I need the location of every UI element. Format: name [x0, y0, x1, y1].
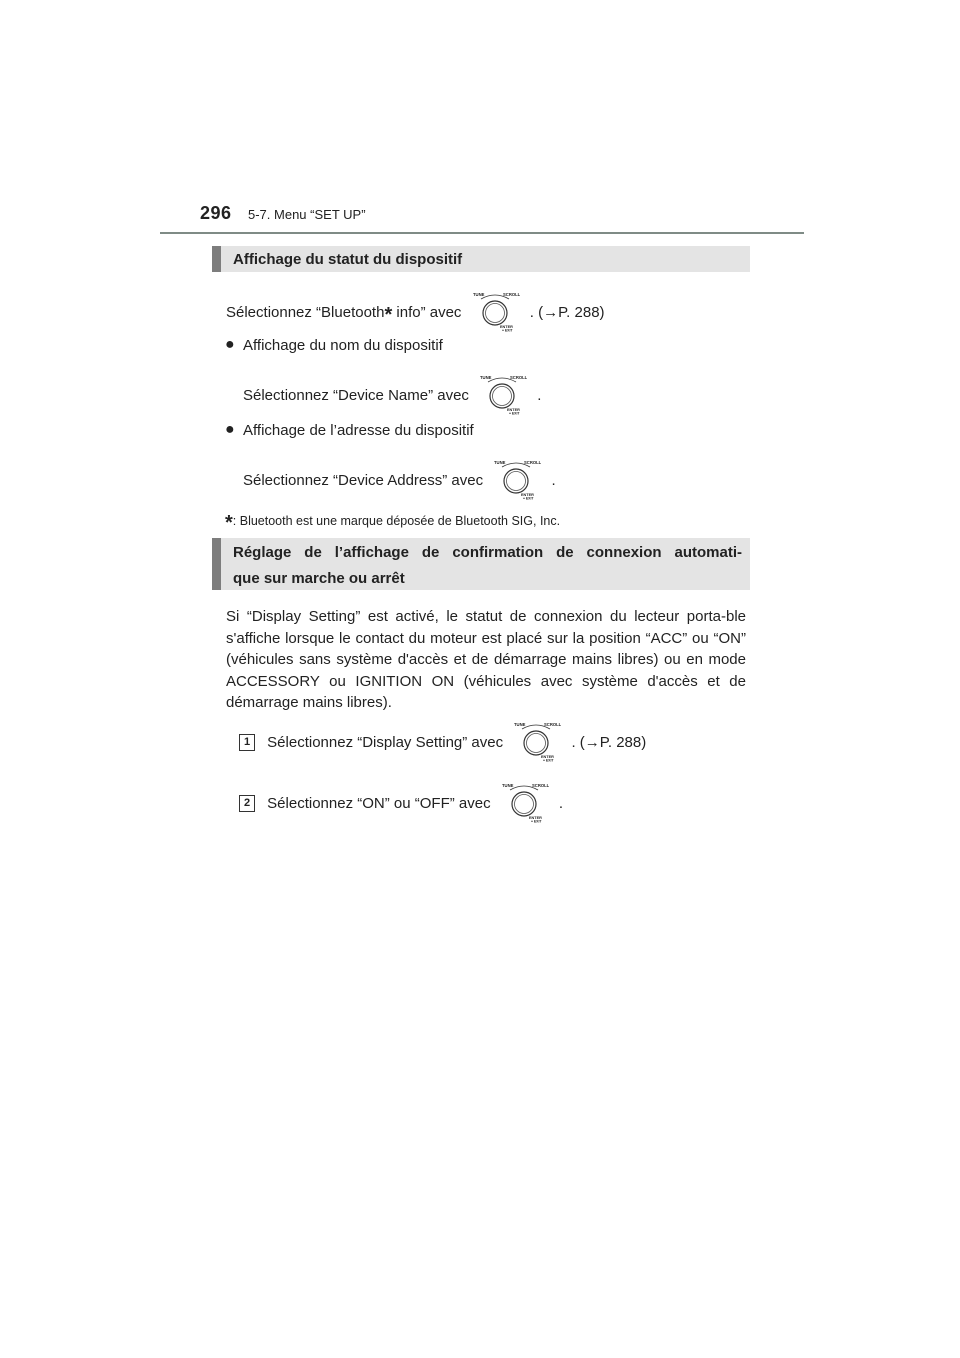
step2-end: .: [558, 795, 564, 812]
section-heading-auto-connection: [212, 538, 750, 590]
section-heading-device-status: Affichage du statut du dispositif: [212, 246, 750, 272]
knob-outer-ring: [504, 469, 528, 493]
section-heading-line1: Réglage de l’affichage de confirmation de connexion automati-: [233, 544, 742, 561]
bullet1-instruction: [243, 375, 542, 416]
intro-text: Sélectionnez “Bluetooth: [226, 304, 385, 321]
step1-text: Sélectionnez “Display Setting” avec: [267, 734, 504, 751]
knob-label-tune: TUNE: [480, 375, 492, 381]
knob-label-tune: TUNE: [472, 292, 485, 298]
knob-label-tune: TUNE: [514, 722, 526, 728]
chapter-title: 5-7. Menu “SET UP”: [248, 207, 366, 222]
knob-label-scroll: SCROLL: [502, 292, 520, 298]
knob-label-enter: ENTER: [528, 816, 542, 821]
bullet-glyph: ●: [225, 336, 235, 353]
knob-label-tune: TUNE: [494, 460, 506, 466]
footnote-star: *: [225, 512, 233, 534]
header-rule: [160, 232, 804, 234]
knob-label-exit: + EXIT: [509, 411, 520, 416]
tune-scroll-knob-icon: [499, 781, 549, 823]
intro-reference: . (→P. 288): [529, 304, 605, 321]
knob-label-enter: ENTER: [507, 408, 520, 413]
knob-label-scroll: SCROLL: [510, 375, 528, 381]
tune-scroll-knob-icon: [511, 720, 561, 762]
knob-label-tune: TUNE: [501, 783, 514, 789]
knob-outer-ring: [483, 301, 507, 325]
knob-label-exit: + EXIT: [501, 328, 513, 333]
knob-outer-ring: [490, 384, 514, 408]
knob-label-enter: ENTER: [499, 325, 513, 330]
footnote: [225, 508, 561, 534]
step2-text: Sélectionnez “ON” ou “OFF” avec: [267, 795, 491, 812]
bullet1-title: Affichage du nom du dispositif: [243, 337, 443, 354]
tune-scroll-knob-icon: [477, 373, 527, 415]
bullet1-end: .: [537, 387, 542, 404]
intro-line: [226, 292, 605, 333]
step-number-badge: 2: [239, 795, 255, 812]
footnote-star: *: [384, 304, 393, 326]
bullet2-instruction: [243, 460, 556, 501]
tune-scroll-knob-icon: [491, 458, 541, 500]
section-heading-line2: que sur marche ou arrêt: [233, 570, 405, 587]
tune-scroll-knob-icon: [470, 290, 520, 332]
step-number-badge: 1: [239, 734, 255, 751]
bullet1-text: Sélectionnez “Device Name” avec: [243, 387, 469, 404]
knob-label-scroll: SCROLL: [531, 783, 549, 789]
description-paragraph: Si “Display Setting” est activé, le statut de connexion du lecteur porta-ble s'affiche lorsque le contact du moteur est placé sur la position “ACC” ou “ON” (véhicules sans système d'accès et de démarrage mains libres) ou en mode ACCESSORY ou IGNITION ON (véhicules avec système d'accès et de démarrage mains libres).: [226, 608, 746, 712]
footnote-text: : Bluetooth est une marque déposée de Bluetooth SIG, Inc.: [232, 514, 561, 528]
intro-text-post: info” avec: [392, 304, 462, 321]
step1-reference: . (→P. 288): [571, 734, 647, 751]
knob-label-scroll: SCROLL: [524, 460, 542, 466]
step-1: [239, 722, 647, 763]
knob-label-scroll: SCROLL: [544, 722, 562, 728]
bullet2-text: Sélectionnez “Device Address” avec: [243, 472, 484, 489]
bullet-glyph: ●: [225, 421, 235, 438]
knob-label-exit: + EXIT: [523, 496, 534, 501]
knob-label-enter: ENTER: [541, 755, 555, 760]
knob-outer-ring: [512, 792, 536, 816]
page-number: 296: [200, 203, 232, 223]
knob-label-exit: + EXIT: [530, 819, 542, 824]
knob-label-enter: ENTER: [521, 493, 535, 498]
knob-label-exit: + EXIT: [543, 758, 554, 763]
step-2: [239, 783, 564, 824]
knob-outer-ring: [524, 731, 548, 755]
bullet2-title: Affichage de l’adresse du dispositif: [243, 422, 474, 439]
bullet2-end: .: [551, 472, 556, 489]
